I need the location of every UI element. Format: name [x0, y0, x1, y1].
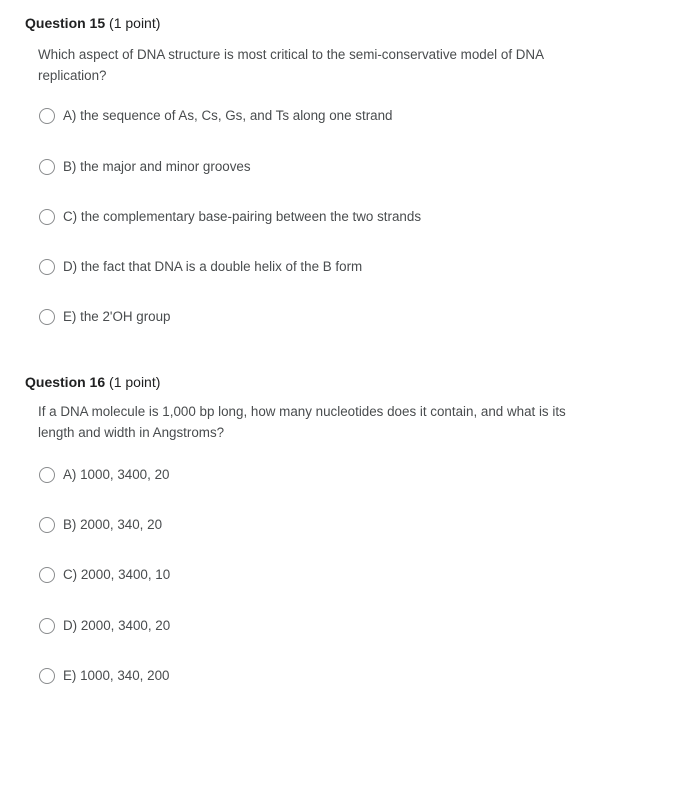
- radio-button[interactable]: [39, 259, 55, 275]
- radio-button[interactable]: [39, 668, 55, 684]
- answer-option-e[interactable]: [39, 666, 169, 686]
- question-title: Question 15: [25, 15, 106, 31]
- option-label[interactable]: E) the 2'OH group: [63, 309, 171, 324]
- answer-option-e[interactable]: [39, 307, 171, 327]
- radio-button[interactable]: [39, 517, 55, 533]
- option-label[interactable]: A) 1000, 3400, 20: [63, 467, 170, 482]
- question-header: [25, 14, 160, 32]
- question-title: Question 16: [25, 374, 106, 390]
- option-label[interactable]: C) the complementary base-pairing between the two strands: [63, 209, 422, 224]
- question-points: (1 point): [109, 15, 161, 31]
- answer-option-b[interactable]: [39, 515, 162, 535]
- option-label[interactable]: C) 2000, 3400, 10: [63, 567, 171, 582]
- answer-option-c[interactable]: [39, 207, 421, 227]
- answer-option-d[interactable]: [39, 257, 362, 277]
- answer-option-a[interactable]: [39, 465, 169, 485]
- radio-button[interactable]: [39, 209, 55, 225]
- option-label[interactable]: B) the major and minor grooves: [63, 159, 251, 174]
- answer-option-d[interactable]: [39, 616, 170, 636]
- radio-button[interactable]: [39, 618, 55, 634]
- radio-button[interactable]: [39, 108, 55, 124]
- radio-button[interactable]: [39, 159, 55, 175]
- radio-button[interactable]: [39, 567, 55, 583]
- option-label[interactable]: B) 2000, 340, 20: [63, 517, 163, 532]
- radio-button[interactable]: [39, 309, 55, 325]
- answer-option-b[interactable]: [39, 157, 251, 177]
- option-label[interactable]: D) the fact that DNA is a double helix of the B form: [63, 259, 363, 274]
- question-header: [25, 373, 160, 391]
- answer-option-a[interactable]: [39, 106, 393, 126]
- radio-button[interactable]: [39, 467, 55, 483]
- question-points: (1 point): [109, 374, 161, 390]
- option-label[interactable]: D) 2000, 3400, 20: [63, 618, 171, 633]
- answer-option-c[interactable]: [39, 565, 170, 585]
- question-text: Which aspect of DNA structure is most critical to the semi-conservative model of DNA replication?: [38, 47, 544, 83]
- option-label[interactable]: E) 1000, 340, 200: [63, 668, 170, 683]
- option-label[interactable]: A) the sequence of As, Cs, Gs, and Ts along one strand: [63, 108, 393, 123]
- question-text: If a DNA molecule is 1,000 bp long, how many nucleotides does it contain, and what is its length and width in Angstroms?: [38, 404, 566, 440]
